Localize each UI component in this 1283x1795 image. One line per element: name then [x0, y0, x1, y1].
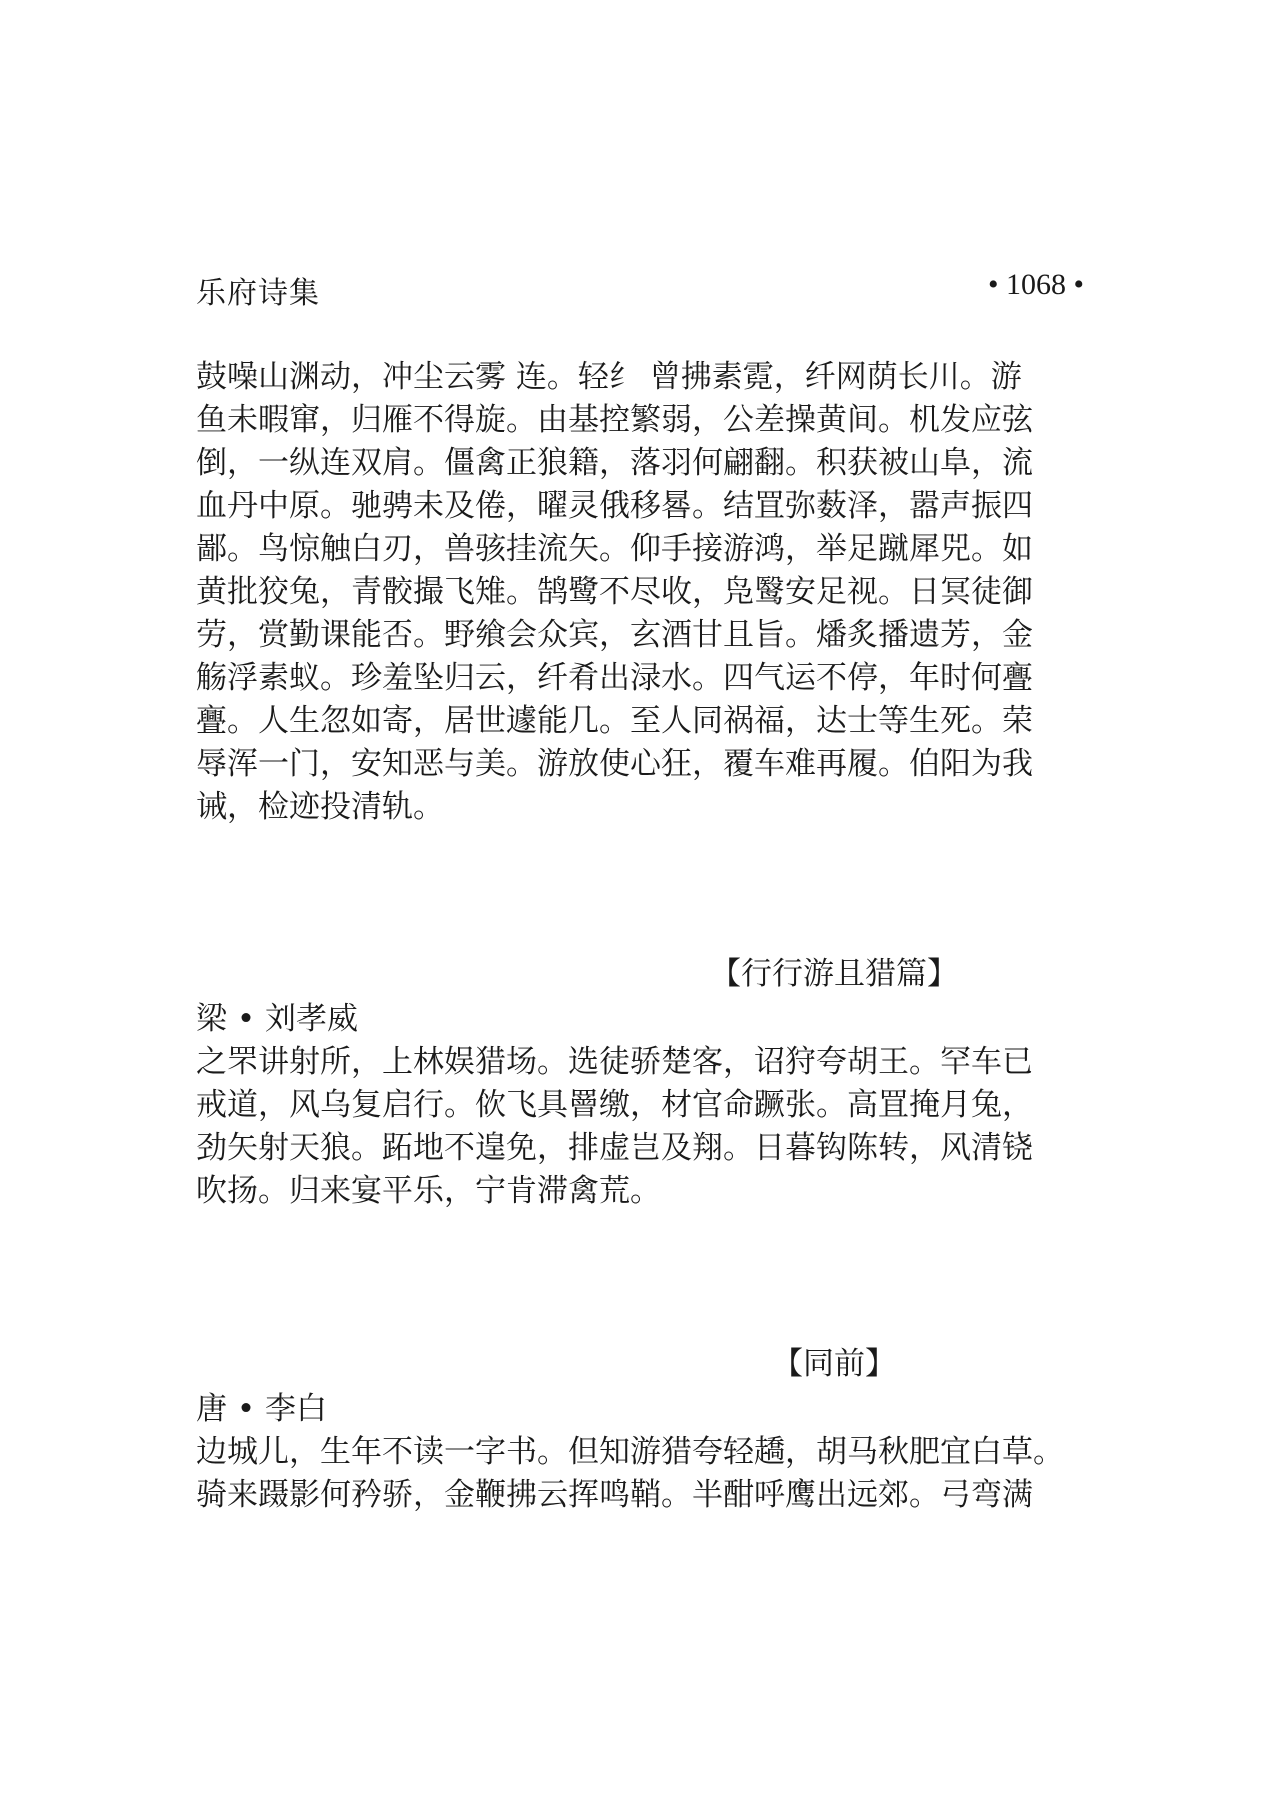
- text-line: 鼓噪山渊动，冲尘云雾 连。轻纟 曾拂素霓，纤网荫长川。游: [196, 359, 1022, 395]
- text-line: 倒，一纵连双肩。僵禽正狼籍，落羽何翩翻。积获被山阜，流: [196, 445, 1033, 481]
- text-line: 吹扬。归来宴平乐，宁肯滞禽荒。: [196, 1173, 661, 1209]
- book-title: 乐府诗集: [196, 276, 320, 311]
- page-header: [196, 268, 1084, 312]
- poem-title: 【同前】: [772, 1346, 896, 1382]
- page-number: • 1068 •: [987, 268, 1084, 301]
- section-title: [196, 953, 1084, 996]
- poem-body: [196, 1431, 1084, 1517]
- text-line: 诫，检迹投清轨。: [196, 789, 444, 825]
- text-line: 劲矢射天狼。跖地不遑免，排虚岂及翔。日暮钩陈转，风清铙: [196, 1130, 1033, 1166]
- continued-poem-text: [196, 356, 1084, 829]
- poem-author: 唐 • 李白: [196, 1391, 327, 1427]
- text-line: 戒道，风乌复启行。佽飞具罾缴，材官命蹶张。高罝掩月兔，: [196, 1087, 1033, 1123]
- text-line: 辱浑一门，安知恶与美。游放使心狂，覆车难再履。伯阳为我: [196, 746, 1033, 782]
- poem-title: 【行行游且猎篇】: [710, 956, 958, 992]
- text-line: 鄙。鸟惊触白刃，兽骇挂流矢。仰手接游鸿，举足蹴犀兕。如: [196, 531, 1033, 567]
- text-line: 血丹中原。驰骋未及倦，曜灵俄移晷。结罝弥薮泽，嚣声振四: [196, 488, 1033, 524]
- text-line: 之罘讲射所，上林娱猎场。选徒骄楚客，诏狩夸胡王。罕车已: [196, 1044, 1033, 1080]
- poem-body: [196, 1041, 1084, 1213]
- poem-author: 梁 • 刘孝威: [196, 1001, 358, 1037]
- text-line: 黄批狡兔，青骹撮飞雉。鹄鹭不尽收，凫鹥安足视。日冥徒御: [196, 574, 1033, 610]
- section-title: [196, 1343, 1084, 1386]
- text-line: 觞浮素蚁。珍羞坠归云，纤肴出渌水。四气运不停，年时何亹: [196, 660, 1033, 696]
- text-line: 亹。人生忽如寄，居世遽能几。至人同祸福，达士等生死。荣: [196, 703, 1033, 739]
- text-line: 骑来蹑影何矜骄，金鞭拂云挥鸣鞘。半酣呼鹰出远郊。弓弯满: [196, 1477, 1033, 1513]
- text-line: 劳，赏勤课能否。野飨会众宾，玄酒甘且旨。燔炙播遗芳，金: [196, 617, 1033, 653]
- text-line: 边城儿，生年不读一字书。但知游猎夸轻趫，胡马秋肥宜白草。: [196, 1434, 1064, 1470]
- text-line: 鱼未暇窜，归雁不得旋。由基控繁弱，公差操黄间。机发应弦: [196, 402, 1033, 438]
